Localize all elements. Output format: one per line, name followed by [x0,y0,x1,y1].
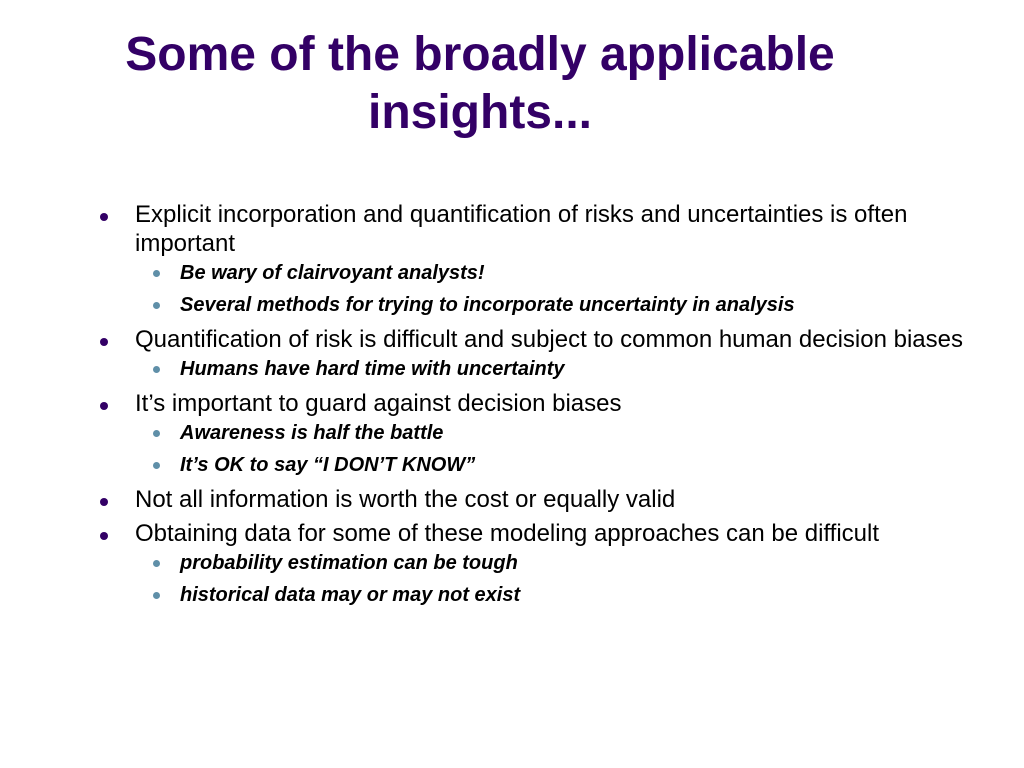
bullet-item [95,200,975,317]
sub-bullet-dot-icon [153,270,160,277]
bullet-item [95,325,975,381]
bullet-list [95,200,975,615]
bullet-dot-icon [100,338,108,346]
bullet-item [95,485,975,514]
sub-bullet-text: Be wary of clairvoyant analysts! [180,262,485,284]
sub-bullet-item [135,293,975,317]
sub-bullet-item [135,357,975,381]
sub-bullet-item [135,551,975,575]
bullet-text: Obtaining data for some of these modeling approaches can be difficult [135,520,880,547]
bullet-dot-icon [100,498,108,506]
sub-bullet-item [135,421,975,445]
sub-bullet-list [135,261,975,317]
sub-bullet-dot-icon [153,430,160,437]
sub-bullet-item [135,583,975,607]
bullet-dot-icon [100,532,108,540]
bullet-dot-icon [100,402,108,410]
title-line-2: insights... [367,86,592,139]
sub-bullet-text: It’s OK to say “I DON’T KNOW” [180,454,476,476]
bullet-item [95,389,975,477]
sub-bullet-list [135,551,975,607]
bullet-text: Explicit incorporation and quantification of risks and uncertainties is often important [135,201,908,257]
sub-bullet-text: Several methods for trying to incorporate uncertainty in analysis [180,294,795,316]
bullet-text: It’s important to guard against decision biases [135,390,622,417]
sub-bullet-list [135,421,975,477]
sub-bullet-dot-icon [153,302,160,309]
sub-bullet-item [135,453,975,477]
bullet-text: Quantification of risk is difficult and subject to common human decision biases [135,326,963,353]
sub-bullet-text: probability estimation can be tough [180,552,518,574]
sub-bullet-dot-icon [153,560,160,567]
sub-bullet-text: historical data may or may not exist [180,584,521,606]
sub-bullet-dot-icon [153,366,160,373]
bullet-text: Not all information is worth the cost or equally valid [135,486,676,513]
sub-bullet-dot-icon [153,592,160,599]
title-line-1: Some of the broadly applicable [125,28,835,81]
bullet-item [95,519,975,607]
sub-bullet-dot-icon [153,462,160,469]
bullet-dot-icon [100,213,108,221]
sub-bullet-list [135,357,975,381]
slide-title [40,26,920,142]
sub-bullet-text: Awareness is half the battle [180,422,444,444]
sub-bullet-text: Humans have hard time with uncertainty [180,358,565,380]
sub-bullet-item [135,261,975,285]
